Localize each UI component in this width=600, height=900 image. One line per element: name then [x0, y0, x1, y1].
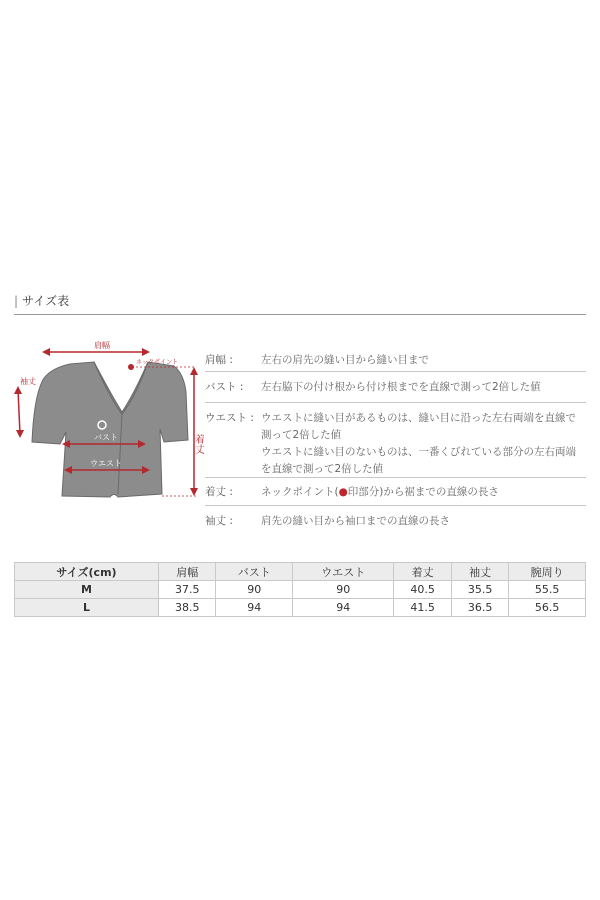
bust-label: バスト	[94, 433, 118, 442]
size-table-header	[15, 563, 586, 581]
def-desc: 肩先の縫い目から袖口までの直線の長さ	[261, 515, 450, 527]
title-bar: |	[14, 294, 19, 308]
def-term: ウエスト :	[205, 412, 254, 424]
header-length: 着丈	[394, 563, 451, 581]
def-term: 袖丈 :	[205, 515, 233, 527]
header-waist: ウエスト	[293, 563, 394, 581]
def-desc-pre: ネックポイント(	[261, 486, 339, 498]
waist-label: ウエスト	[90, 459, 122, 468]
value-cell: 41.5	[394, 599, 451, 617]
red-dot-icon: ●	[338, 486, 348, 498]
def-term: 肩幅 :	[205, 354, 233, 366]
value-cell: 55.5	[509, 581, 586, 599]
value-cell: 37.5	[159, 581, 216, 599]
neck-point-label: ネックポイント	[136, 359, 179, 366]
sleeve-arrow-bottom-head	[16, 430, 24, 438]
header-bust: バスト	[216, 563, 293, 581]
table-row	[15, 581, 586, 599]
value-cell: 56.5	[509, 599, 586, 617]
length-arrow-top-head	[190, 367, 198, 375]
def-row-waist	[205, 403, 586, 478]
divider	[14, 314, 586, 315]
def-desc	[261, 410, 586, 478]
garment-diagram	[14, 334, 204, 509]
table-row	[15, 599, 586, 617]
measurement-definitions	[205, 346, 586, 534]
garment-illustration	[14, 334, 204, 509]
shoulder-arrow-left-head	[42, 348, 50, 356]
sleeve-label: 袖丈	[20, 377, 36, 386]
value-cell: 40.5	[394, 581, 451, 599]
value-cell: 94	[216, 599, 293, 617]
section-title	[14, 292, 69, 309]
def-desc-line: ウエストに縫い目があるものは、縫い目に沿った左右両端を直線で	[261, 412, 576, 424]
def-term: 着丈 :	[205, 486, 233, 498]
value-cell: 90	[293, 581, 394, 599]
length-label: 着丈	[192, 434, 204, 454]
shoulder-label: 肩幅	[94, 341, 110, 350]
def-desc	[261, 484, 586, 501]
def-row-length	[205, 478, 586, 506]
length-arrow-bottom-head	[190, 488, 198, 496]
value-cell: 90	[216, 581, 293, 599]
size-table	[14, 562, 586, 617]
def-desc-line: ウエストに縫い目のないものは、一番くびれている部分の左右両端	[261, 446, 576, 458]
header-shoulder: 肩幅	[159, 563, 216, 581]
def-row-shoulder	[205, 346, 586, 372]
def-desc-line: 測って2倍した値	[261, 429, 342, 441]
def-desc-post: 印部分)から裾までの直線の長さ	[347, 486, 499, 498]
size-cell: M	[15, 581, 159, 599]
def-desc: 左右の肩先の縫い目から縫い目まで	[261, 354, 429, 366]
value-cell: 94	[293, 599, 394, 617]
def-row-bust	[205, 372, 586, 403]
value-cell: 36.5	[451, 599, 508, 617]
size-cell: L	[15, 599, 159, 617]
header-arm: 腕周り	[509, 563, 586, 581]
def-term: バスト :	[205, 381, 244, 393]
sleeve-arrow	[18, 390, 20, 434]
header-size: サイズ(cm)	[15, 563, 159, 581]
shoulder-arrow-right-head	[142, 348, 150, 356]
section-title-text: サイズ表	[22, 294, 70, 308]
header-sleeve: 袖丈	[451, 563, 508, 581]
garment-shape	[32, 362, 188, 497]
def-row-sleeve	[205, 506, 586, 534]
def-desc-line: を直線で測って2倍した値	[261, 463, 384, 475]
value-cell: 35.5	[451, 581, 508, 599]
sleeve-arrow-top-head	[14, 386, 22, 394]
value-cell: 38.5	[159, 599, 216, 617]
def-desc: 左右脇下の付け根から付け根までを直線で測って2倍した値	[261, 381, 541, 393]
